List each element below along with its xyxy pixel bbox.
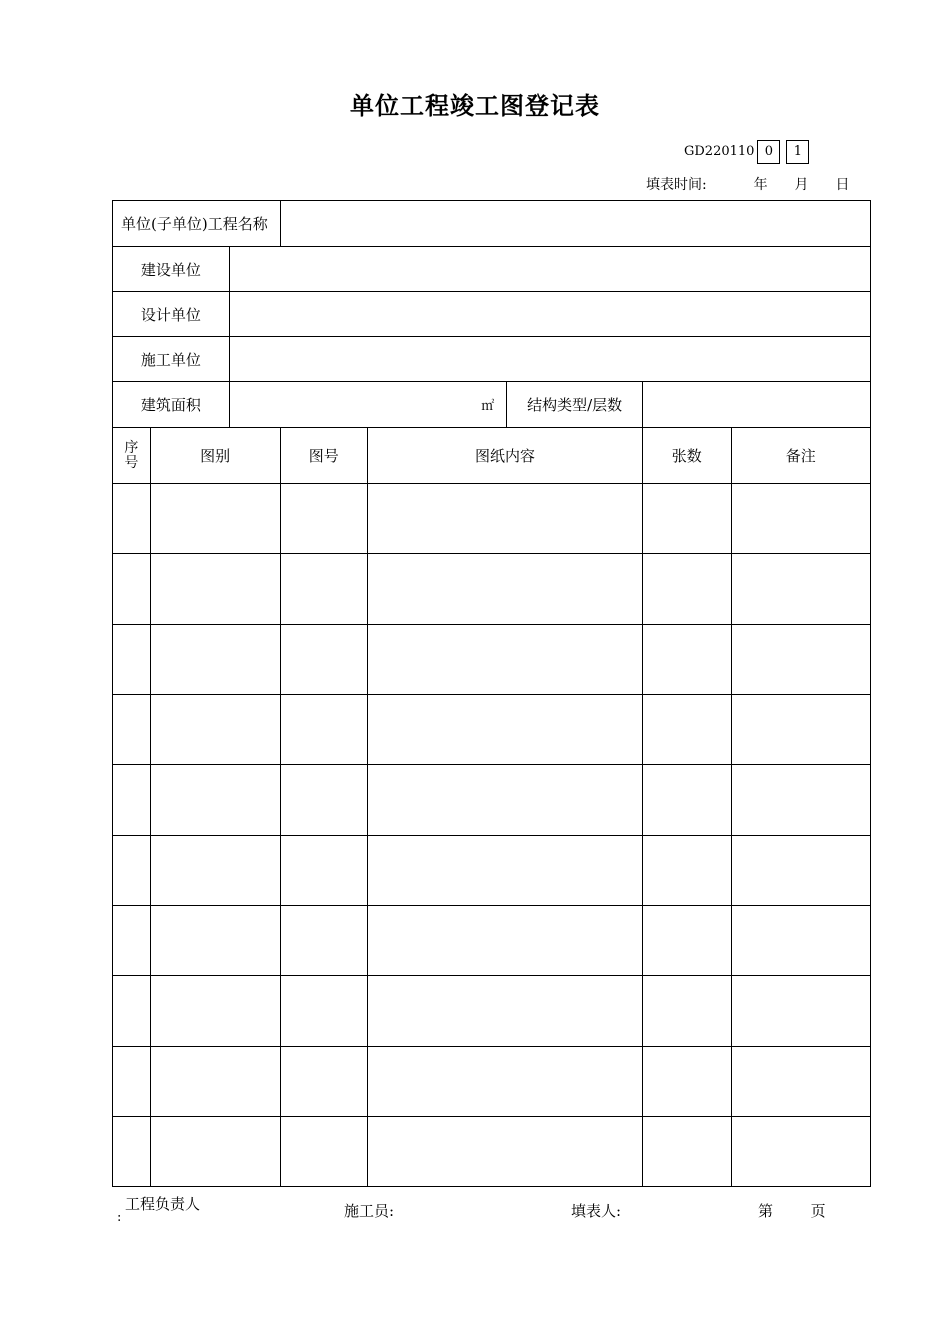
cell-drawing-no[interactable] — [280, 625, 367, 695]
builder-label: 施工员: — [344, 1202, 395, 1220]
cell-category[interactable] — [150, 1117, 280, 1187]
cell-drawing-no[interactable] — [280, 695, 367, 765]
cell-seq[interactable] — [113, 484, 151, 554]
cell-drawing-no[interactable] — [280, 554, 367, 625]
fill-date — [646, 174, 849, 194]
cell-drawing-no[interactable] — [280, 765, 367, 836]
fill-date-label: 填表时间: — [646, 177, 707, 193]
cell-category[interactable] — [150, 836, 280, 906]
cell-seq[interactable] — [113, 695, 151, 765]
cell-content[interactable] — [367, 1117, 642, 1187]
cell-drawing-no[interactable] — [280, 976, 367, 1047]
cell-sheets[interactable] — [643, 906, 732, 976]
cell-drawing-no[interactable] — [280, 484, 367, 554]
fill-date-year[interactable]: 年 — [753, 177, 768, 193]
cell-sheets[interactable] — [643, 625, 732, 695]
area-unit: ㎡ — [481, 399, 495, 414]
col-drawing-no: 图号 — [280, 428, 367, 484]
cell-seq[interactable] — [113, 836, 151, 906]
col-content: 图纸内容 — [367, 428, 642, 484]
project-name-row — [113, 201, 871, 247]
builder-unit-label: 施工单位 — [113, 337, 230, 382]
cell-category[interactable] — [150, 625, 280, 695]
cell-category[interactable] — [150, 976, 280, 1047]
table-row — [113, 1117, 871, 1187]
form-code-prefix: GD220110 — [684, 144, 755, 159]
cell-content[interactable] — [367, 976, 642, 1047]
table-row — [113, 836, 871, 906]
table-row — [113, 976, 871, 1047]
cell-remarks[interactable] — [731, 906, 870, 976]
table-row — [113, 1047, 871, 1117]
cell-content[interactable] — [367, 906, 642, 976]
structure-label: 结构类型/层数 — [507, 382, 643, 428]
page-number — [758, 1200, 826, 1221]
design-unit-field[interactable] — [229, 292, 870, 337]
cell-content[interactable] — [367, 625, 642, 695]
cell-category[interactable] — [150, 484, 280, 554]
cell-category[interactable] — [150, 906, 280, 976]
table-row — [113, 625, 871, 695]
builder-unit-row — [113, 337, 871, 382]
structure-field[interactable] — [643, 382, 871, 428]
table-row — [113, 765, 871, 836]
col-seq — [113, 428, 151, 484]
cell-sheets[interactable] — [643, 1047, 732, 1117]
cell-drawing-no[interactable] — [280, 906, 367, 976]
cell-sheets[interactable] — [643, 765, 732, 836]
cell-sheets[interactable] — [643, 836, 732, 906]
cell-seq[interactable] — [113, 765, 151, 836]
col-seq-line2: 号 — [124, 454, 139, 471]
cell-drawing-no[interactable] — [280, 836, 367, 906]
cell-content[interactable] — [367, 1047, 642, 1117]
cell-sheets[interactable] — [643, 1117, 732, 1187]
cell-remarks[interactable] — [731, 976, 870, 1047]
design-unit-label: 设计单位 — [113, 292, 230, 337]
page-suffix: 页 — [810, 1202, 826, 1220]
construction-unit-label: 建设单位 — [113, 247, 230, 292]
cell-drawing-no[interactable] — [280, 1047, 367, 1117]
project-name-label: 单位(子单位)工程名称 — [113, 201, 281, 247]
design-unit-row — [113, 292, 871, 337]
cell-remarks[interactable] — [731, 765, 870, 836]
cell-remarks[interactable] — [731, 484, 870, 554]
manager-colon: : — [117, 1210, 122, 1225]
cell-seq[interactable] — [113, 976, 151, 1047]
cell-seq[interactable] — [113, 625, 151, 695]
page-title: 单位工程竣工图登记表 — [350, 92, 600, 120]
filler-label: 填表人: — [571, 1202, 622, 1220]
project-name-field[interactable] — [280, 201, 870, 247]
builder-unit-field[interactable] — [229, 337, 870, 382]
cell-remarks[interactable] — [731, 1047, 870, 1117]
cell-category[interactable] — [150, 695, 280, 765]
cell-drawing-no[interactable] — [280, 1117, 367, 1187]
cell-content[interactable] — [367, 765, 642, 836]
cell-seq[interactable] — [113, 1047, 151, 1117]
col-seq-line1: 序 — [124, 439, 139, 456]
cell-remarks[interactable] — [731, 1117, 870, 1187]
column-header-row — [113, 428, 871, 484]
table-row — [113, 906, 871, 976]
cell-category[interactable] — [150, 554, 280, 625]
cell-remarks[interactable] — [731, 554, 870, 625]
cell-sheets[interactable] — [643, 695, 732, 765]
form-code-box-2[interactable]: 1 — [786, 140, 809, 164]
fill-date-month[interactable]: 月 — [794, 177, 809, 193]
table-row — [113, 554, 871, 625]
area-row — [113, 382, 871, 428]
cell-category[interactable] — [150, 765, 280, 836]
cell-content[interactable] — [367, 484, 642, 554]
construction-unit-field[interactable] — [229, 247, 870, 292]
cell-remarks[interactable] — [731, 836, 870, 906]
cell-category[interactable] — [150, 1047, 280, 1117]
cell-content[interactable] — [367, 836, 642, 906]
cell-seq[interactable] — [113, 906, 151, 976]
cell-seq[interactable] — [113, 1117, 151, 1187]
cell-remarks[interactable] — [731, 625, 870, 695]
area-field[interactable] — [229, 382, 506, 428]
cell-remarks[interactable] — [731, 695, 870, 765]
form-code-box-1[interactable]: 0 — [757, 140, 780, 164]
cell-sheets[interactable] — [643, 554, 732, 625]
col-category: 图别 — [150, 428, 280, 484]
cell-content[interactable] — [367, 695, 642, 765]
fill-date-day[interactable]: 日 — [835, 177, 850, 193]
cell-sheets[interactable] — [643, 484, 732, 554]
manager-label: 工程负责人 — [125, 1195, 201, 1213]
cell-seq[interactable] — [113, 554, 151, 625]
page-prefix: 第 — [758, 1202, 774, 1220]
table-row — [113, 695, 871, 765]
drawing-register-table — [112, 200, 871, 1187]
table-row — [113, 484, 871, 554]
form-code — [684, 140, 809, 164]
cell-content[interactable] — [367, 554, 642, 625]
col-sheets: 张数 — [643, 428, 732, 484]
col-remarks: 备注 — [731, 428, 870, 484]
cell-sheets[interactable] — [643, 976, 732, 1047]
area-label: 建筑面积 — [113, 382, 230, 428]
construction-unit-row — [113, 247, 871, 292]
